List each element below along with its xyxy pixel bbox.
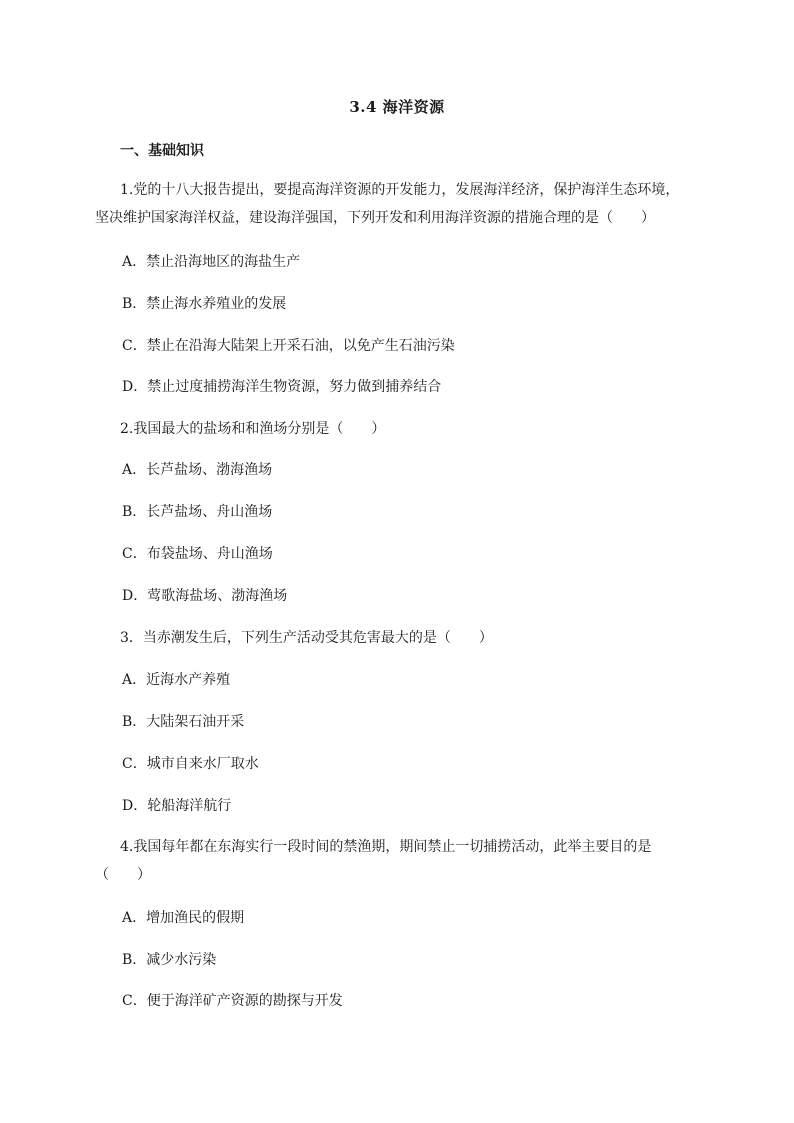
question-4-option-a: A．增加渔民的假期	[122, 910, 245, 926]
question-1-text-cont: 坚决维护国家海洋权益，建设海洋强国，下列开发和利用海洋资源的措施合理的是（ ）	[95, 210, 655, 226]
question-3-text: 3．当赤潮发生后，下列生产活动受其危害最大的是（ ）	[120, 630, 493, 646]
question-2-option-c: C．布袋盐场、舟山渔场	[122, 546, 273, 562]
section-heading: 一、基础知识	[120, 143, 204, 159]
question-3-option-d: D．轮船海洋航行	[122, 798, 232, 814]
question-2-text: 2.我国最大的盐场和和渔场分别是（ ）	[120, 421, 386, 437]
question-1-option-b: B．禁止海水养殖业的发展	[122, 296, 287, 312]
question-4-option-b: B．减少水污染	[122, 952, 217, 968]
question-4-text-cont: （ ）	[95, 867, 151, 883]
question-3-option-b: B．大陆架石油开采	[122, 714, 245, 730]
question-2-option-b: B．长芦盐场、舟山渔场	[122, 504, 273, 520]
question-1-option-d: D．禁止过度捕捞海洋生物资源，努力做到捕养结合	[122, 379, 442, 395]
question-4-option-c: C．便于海洋矿产资源的勘探与开发	[122, 993, 343, 1009]
question-1-option-c: C．禁止在沿海大陆架上开采石油，以免产生石油污染	[122, 338, 455, 354]
question-1-option-a: A．禁止沿海地区的海盐生产	[122, 254, 301, 270]
question-3-option-a: A．近海水产养殖	[122, 672, 231, 688]
question-4-text: 4.我国每年都在东海实行一段时间的禁渔期，期间禁止一切捕捞活动，此举主要目的是	[120, 839, 652, 855]
question-2-option-d: D．莺歌海盐场、渤海渔场	[122, 588, 288, 604]
question-3-option-c: C．城市自来水厂取水	[122, 756, 259, 772]
question-1-text: 1.党的十八大报告提出，要提高海洋资源的开发能力，发展海洋经济，保护海洋生态环境，	[120, 182, 680, 198]
page-title: 3.4 海洋资源	[349, 98, 445, 116]
question-2-option-a: A．长芦盐场、渤海渔场	[122, 462, 273, 478]
